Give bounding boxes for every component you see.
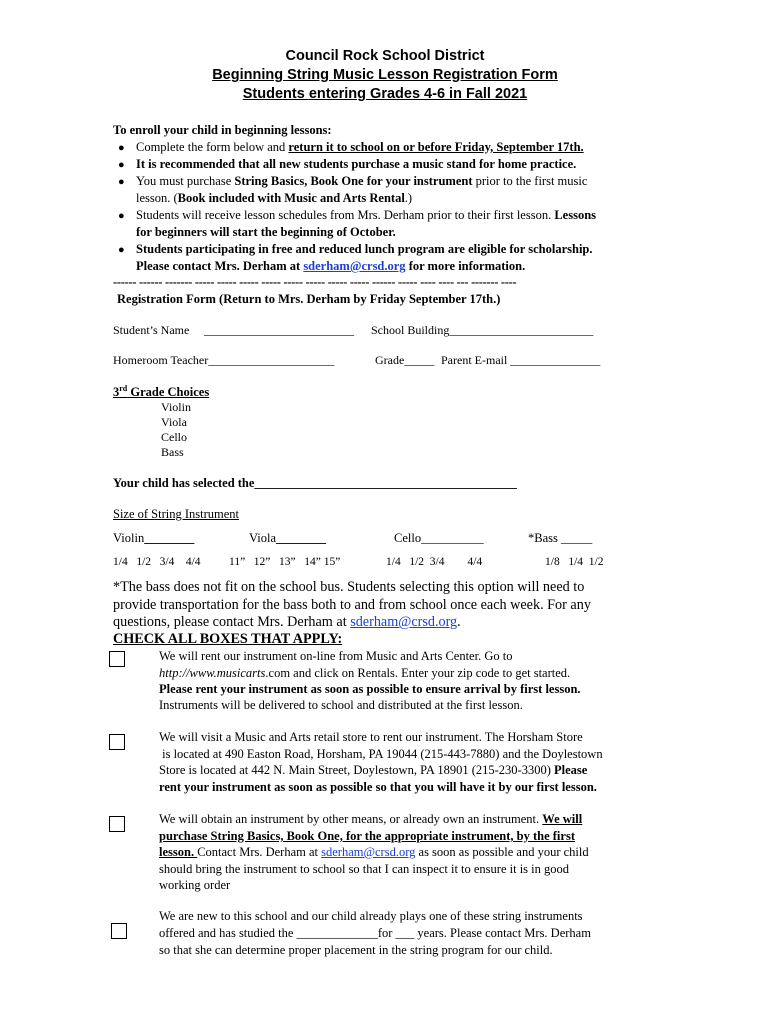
viola-sizes: 11” 12” 13” 14” 15” (229, 556, 341, 568)
bass-note-line3-post: . (457, 614, 461, 630)
grade3-heading-rest: Grade Choices (127, 385, 210, 400)
option-3-line1-bold: We will (542, 812, 583, 826)
option-4-checkbox[interactable] (111, 923, 127, 939)
email-link[interactable]: sderham@crsd.org (303, 259, 406, 273)
bullet-icon: ● (118, 142, 125, 154)
option-2-line2: is located at 490 Easton Road, Horsham, PA 19044 (215-443-7880) and the Doylestown (159, 747, 603, 761)
email-link[interactable]: sderham@crsd.org (321, 845, 416, 859)
viola-size-field[interactable] (249, 531, 326, 546)
intro-heading: To enroll your child in beginning lessons: (113, 123, 332, 137)
option-1-checkbox[interactable] (109, 651, 125, 667)
intro-bullet-4-line2: for beginners will start the beginning of October. (136, 225, 396, 239)
bullet-1-deadline: return it to school on or before Friday, September 17th. (288, 140, 584, 154)
registration-heading: Registration Form (Return to Mrs. Derham by Friday September 17th.) (117, 292, 501, 306)
grade3-choice-viola: Viola (161, 415, 187, 429)
option-1-line4: Instruments will be delivered to school and distributed at the first lesson. (159, 698, 523, 712)
bullet-icon: ● (118, 210, 125, 222)
option-2-line1: We will visit a Music and Arts retail store to rent our instrument. The Horsham Store (159, 730, 583, 744)
intro-bullet-3-line2 (136, 191, 412, 206)
option-2-line3-pre: Store is located at 442 N. Main Street, Doylestown, PA 18901 (215-230-3300) (159, 763, 554, 777)
form-title: Beginning String Music Lesson Registration Form (212, 67, 558, 83)
bullet-5-line2-post: for more information. (405, 259, 526, 273)
cello-sizes: 1/4 1/2 3/4 4/4 (386, 556, 483, 568)
bullet-3-line2-bold: Book included with Music and Arts Rental (177, 191, 405, 205)
option-1-line3: Please rent your instrument as soon as possible to ensure arrival by first lesson. (159, 682, 581, 696)
option-3-line3-pre: Contact Mrs. Derham at (197, 845, 322, 859)
check-all-heading: CHECK ALL BOXES THAT APPLY: (113, 631, 343, 647)
option-2-line3 (159, 763, 587, 778)
bullet-3-line2-post: .) (404, 191, 413, 205)
size-heading: Size of String Instrument (113, 507, 240, 521)
option-2-line3-bold: Please (553, 763, 588, 777)
violin-sizes: 1/4 1/2 3/4 4/4 (113, 556, 201, 568)
option-1-line2-rest: .com and click on Rentals. Enter your zip code to get started. (265, 666, 571, 680)
district-title: Council Rock School District (285, 48, 485, 64)
intro-bullet-4 (136, 208, 596, 223)
option-2-line4: rent your instrument as soon as possible so that you will have it by our first lesson. (159, 780, 597, 794)
email-link[interactable]: sderham@crsd.org (350, 614, 458, 630)
cello-size-field[interactable]: Cello__________ (394, 531, 484, 545)
student-name-field[interactable]: _________________________ (204, 323, 354, 337)
bass-sizes: 1/8 1/4 1/2 (545, 556, 604, 568)
grade3-heading (113, 384, 209, 400)
bullet-4-bold: Lessons (554, 208, 597, 222)
violin-label: Violin (113, 531, 145, 545)
bass-note-line1: *The bass does not fit on the school bus. Students selecting this option will need to (113, 579, 585, 595)
option-3-line1 (159, 812, 582, 827)
bullet-icon: ● (118, 244, 125, 256)
grade3-choice-violin: Violin (161, 400, 191, 414)
grade-field[interactable]: Grade_____ (375, 353, 435, 367)
school-building-field[interactable]: School Building________________________ (371, 323, 594, 337)
option-4-line2[interactable]: offered and has studied the _____________for ___ years. Please contact Mrs. Derham (159, 926, 591, 940)
intro-bullet-5: Students participating in free and reduced lunch program are eligible for scholarship. (136, 242, 593, 256)
bullet-3-text: You must purchase (136, 174, 235, 188)
bullet-icon: ● (118, 159, 125, 171)
option-3-line3-bold: lesson. (159, 845, 198, 859)
intro-bullet-3 (136, 174, 587, 189)
option-3-line3-post: as soon as possible and your child (415, 845, 589, 859)
grade3-choice-cello: Cello (161, 430, 187, 444)
viola-label: Viola (249, 531, 277, 545)
bass-size-field[interactable]: *Bass _____ (528, 531, 593, 545)
option-3-line3 (159, 845, 589, 860)
option-3-checkbox[interactable] (109, 816, 125, 832)
bullet-3-text-post: prior to the first music (472, 174, 588, 188)
intro-bullet-5-line2 (136, 259, 525, 274)
bullet-icon: ● (118, 176, 125, 188)
homeroom-teacher-field[interactable]: Homeroom Teacher_____________________ (113, 353, 335, 367)
bass-note-line2: provide transportation for the bass both to and from school once each week. For any (113, 597, 591, 613)
option-3-line2: purchase String Basics, Book One, for the appropriate instrument, by the first (159, 829, 575, 843)
grade3-choice-bass: Bass (161, 445, 184, 459)
option-4-line1: We are new to this school and our child already plays one of these string instruments (159, 909, 583, 923)
student-name-label: Student’s Name (113, 323, 190, 337)
bullet-5-line2-pre: Please contact Mrs. Derham at (136, 259, 304, 273)
option-1-line2 (159, 666, 570, 681)
option-2-checkbox[interactable] (109, 734, 125, 750)
violin-blank: ________ (144, 531, 195, 545)
grade3-heading-num: 3 (113, 385, 120, 400)
grade3-heading-sup: rd (119, 384, 128, 393)
form-subtitle: Students entering Grades 4-6 in Fall 2021 (242, 86, 528, 102)
selected-instrument-field[interactable]: Your child has selected the__________________________________________ (113, 476, 517, 490)
option-1-line1: We will rent our instrument on-line from Music and Arts Center. Go to (159, 649, 513, 663)
intro-bullet-2: It is recommended that all new students purchase a music stand for home practice. (136, 157, 577, 171)
bass-note-line3-pre: questions, please contact Mrs. Derham at (113, 614, 351, 630)
intro-bullet-1 (136, 140, 584, 155)
option-3-line5: working order (159, 878, 231, 892)
viola-blank: ________ (276, 531, 327, 545)
option-3-line1-pre: We will obtain an instrument by other means, or already own an instrument. (159, 812, 543, 826)
bullet-3-line2-pre: lesson. ( (136, 191, 178, 205)
option-3-line4: should bring the instrument to school so that I can inspect it to ensure it is in good (159, 862, 570, 876)
parent-email-field[interactable]: Parent E-mail _______________ (441, 353, 601, 367)
bullet-1-text: Complete the form below and (136, 140, 289, 154)
bullet-4-text: Students will receive lesson schedules from Mrs. Derham prior to their first lesson. (136, 208, 555, 222)
cut-divider: ------ ------ ------- ----- ----- ----- ----- ----- ----- ----- ----- ------ ----- ---- ---- --- ------- ---- (113, 275, 517, 289)
violin-size-field[interactable] (113, 531, 194, 546)
music-arts-url[interactable]: http://www.musicarts (159, 666, 266, 680)
bullet-3-book: String Basics, Book One for your instrument (234, 174, 473, 188)
option-4-line3: so that she can determine proper placement in the string program for our child. (159, 943, 553, 957)
bass-note-line3 (113, 614, 461, 631)
